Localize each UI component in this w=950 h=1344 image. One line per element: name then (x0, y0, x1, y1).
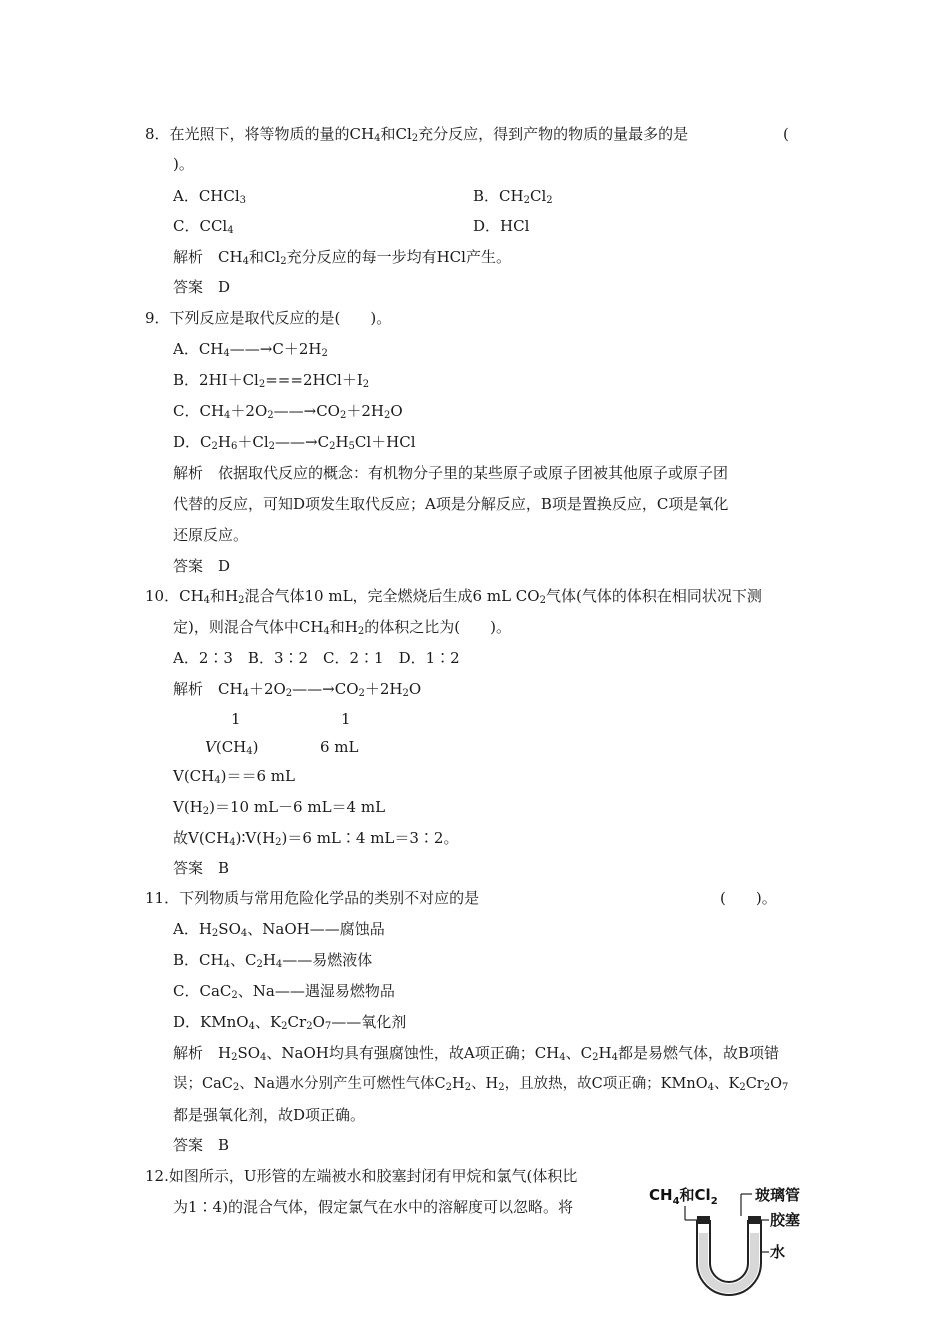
u-tube-inner (710, 1220, 748, 1282)
q11-option-d: D．KMnO$_4$、$K_2Cr_2O_7——$氧化剂 (173, 1013, 407, 1032)
q11-analysis-line-3: 都是强氧化剂，故D项正确。 (173, 1106, 366, 1124)
q10-analysis-equation: 解析 $CH_4+2O_2——\to CO_2+2H_2O$ (173, 680, 422, 699)
q10-stem-line-1: 10．$CH_4$和$H_2$混合气体10 mL，完全燃烧后生成6 mL $CO_2$气体(气体的体积在相同状况下测 (145, 587, 762, 606)
stopper-label: 胶塞 (770, 1211, 801, 1229)
q11-analysis-line-1: 解析 $H_2SO_4$、NaOH均具有强腐蚀性，故A项正确；$CH_4$、$C_2H_4$都是易燃气体，故B项错 (173, 1044, 779, 1063)
water-label: 水 (770, 1243, 786, 1261)
q8-paren-open: ( (783, 125, 789, 143)
q10-stem-line-2: 定)，则混合气体中$CH_4$和$H_2$的体积之比为( )。 (173, 618, 511, 637)
q11-option-b: B．$CH_4$、$C_2H_4——$易燃液体 (173, 951, 373, 970)
q11-option-c: C．CaC$_2$、Na——遇湿易燃物品 (173, 982, 395, 1001)
q12-stem-line-2: 为1∶4)的混合气体，假定氯气在水中的溶解度可以忽略。将 (173, 1198, 573, 1216)
q10-volume-co2: 6 mL (320, 738, 359, 756)
q8-option-a: A．CHCl$_3$ (173, 187, 247, 206)
q8-option-b: B．$CH_2Cl_2$ (473, 187, 553, 206)
right-stopper (748, 1216, 761, 1224)
q10-line-3: 故$V(CH_4)∶V(H_2)=6$ mL∶4 mL＝3∶2。 (173, 829, 459, 848)
q8-analysis: 解析 $CH_4$和$Cl_2$充分反应的每一步均有HCl产生。 (173, 248, 511, 267)
q8-stem-end: )。 (173, 155, 194, 173)
q11-paren: ( )。 (720, 889, 777, 907)
q11-stem: 11．下列物质与常用危险化学品的类别不对应的是 (145, 889, 480, 907)
q10-line-1: $V(CH_4)==6$ mL (173, 767, 295, 786)
q9-analysis-line-3: 还原反应。 (173, 526, 249, 544)
q9-option-b: B．$2HI+Cl_2===2HCl+I_2$ (173, 371, 370, 390)
water-fill (699, 1233, 759, 1293)
q8-option-d: D．HCl (473, 217, 530, 235)
q9-option-c: C．$CH_4+2O_2——\to CO_2+2H_2O$ (173, 402, 403, 421)
glass-tube-label: 玻璃管 (755, 1186, 801, 1204)
q8-stem: 8．在光照下，将等物质的量的$CH_4$和$Cl_2$充分反应，得到产物的物质的量最多的是 (145, 125, 689, 144)
q10-ratio-right: 1 (341, 710, 351, 728)
q9-analysis-line-1: 解析 依据取代反应的概念：有机物分子里的某些原子或原子团被其他原子或原子团 (173, 464, 729, 482)
q8-answer: 答案 D (173, 278, 231, 296)
q11-answer: 答案 B (173, 1136, 230, 1154)
q10-answer: 答案 B (173, 859, 230, 877)
q9-option-a: A．$CH_4——\to C+2H_2$ (173, 340, 328, 359)
q10-volume-ch4-label: $V(CH_4)$ (205, 738, 259, 757)
q9-stem: 9．下列反应是取代反应的是( )。 (145, 309, 392, 327)
q10-line-2: $V(H_2)=10$ mL－6 mL＝4 mL (173, 798, 386, 817)
q9-option-d: D．$C_2H_6+Cl_2——\to C_2H_5Cl+HCl$ (173, 433, 416, 452)
q12-stem-line-1: 12.如图所示，U形管的左端被水和胶塞封闭有甲烷和氯气(体积比 (145, 1167, 578, 1185)
q11-option-a: A．$H_2SO_4$、NaOH——腐蚀品 (173, 920, 385, 939)
q8-option-c: C．CCl$_4$ (173, 217, 234, 236)
q9-answer: 答案 D (173, 557, 231, 575)
q10-ratio-left: 1 (231, 710, 241, 728)
q11-analysis-line-2: 误；CaC$_2$、Na遇水分别产生可燃性气体$C_2H_2$、$H_2$，且放热，故C项正确；KMnO$_4$、$K_2Cr_2O_7$ (173, 1076, 789, 1093)
q10-options: A．2∶3 B．3∶2 C．2∶1 D．1∶2 (173, 649, 460, 667)
left-stopper (697, 1216, 710, 1224)
u-tube-figure (645, 1178, 825, 1300)
gas-label: $CH_4$和$Cl_2$ (649, 1186, 718, 1207)
q9-analysis-line-2: 代替的反应，可知D项发生取代反应；A项是分解反应，B项是置换反应，C项是氧化 (173, 495, 729, 513)
